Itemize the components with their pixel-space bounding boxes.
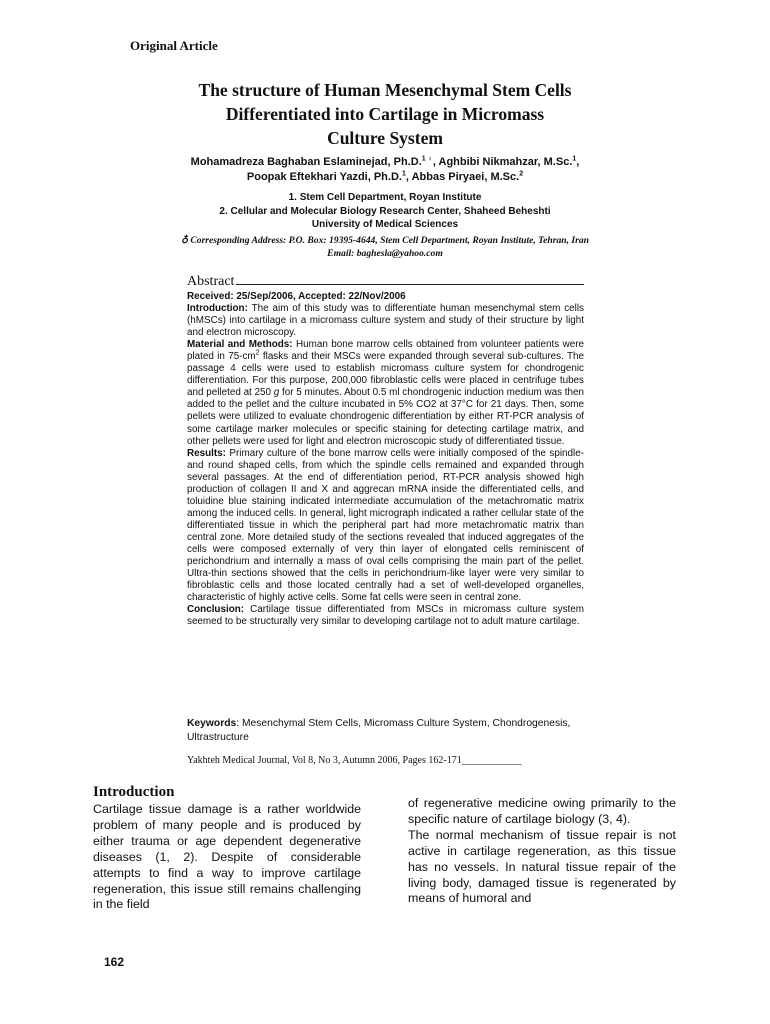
section-label: Conclusion:	[187, 604, 245, 616]
abstract-body	[187, 291, 584, 628]
abstract-methods	[187, 339, 584, 447]
section-text: Human bone marrow cells obtained from volunteer patients were plated in 75-cm	[187, 339, 585, 363]
abstract-rule	[187, 284, 584, 285]
author-name: , Abbas Piryaei, M.Sc.	[405, 171, 520, 183]
title-line: Culture System	[327, 128, 443, 148]
journal-reference: Yakhteh Medical Journal, Vol 8, No 3, Autumn 2006, Pages 162-171____________	[187, 755, 522, 766]
keywords	[187, 717, 584, 744]
paper-title	[60, 78, 710, 150]
corresponding-email: Email: baghesla@yahoo.com	[327, 248, 443, 259]
author-name: Poopak Eftekhari Yazdi, Ph.D.	[246, 171, 402, 183]
article-type-label: Original Article	[130, 38, 218, 53]
abstract-received-dates: Received: 25/Sep/2006, Accepted: 22/Nov/2006	[187, 291, 406, 302]
page-number: 162	[104, 955, 125, 969]
corresponding-address-line: ♁ Corresponding Address: P.O. Box: 19395-4644, Stem Cell Department, Royan Institute, Tehran, Iran	[180, 235, 590, 246]
keywords-label: Keywords	[187, 718, 237, 729]
author-affil-mark: 2	[519, 170, 524, 178]
author-affil-mark: 1 ♁	[421, 155, 433, 163]
abstract-introduction	[187, 303, 584, 339]
section-text: The aim of this study was to differentiate human mesenchymal stem cells (hMSCs) into cartilage in a micromass culture system and study of their structure by light and electron microscopy.	[187, 303, 584, 339]
abstract-heading-label: Abstract	[187, 274, 235, 289]
paragraph: The normal mechanism of tissue repair is not active in cartilage regeneration, as this tissue has no vessels. In natural tissue repair of the living body, damaged tissue is regenerated by means of humoral and	[408, 827, 676, 906]
keywords-text: : Mesenchymal Stem Cells, Micromass Culture System, Chondrogenesis, Ultrastructure	[187, 718, 571, 743]
paragraph: of regenerative medicine owing primarily to the specific nature of cartilage biology (3, 4).	[408, 796, 676, 826]
corresponding-address	[110, 234, 660, 260]
author-separator: ,	[576, 156, 580, 168]
paragraph: Cartilage tissue damage is a rather worldwide problem of many people and is produced by either trauma or age dependent degenerative diseases (1, 2). Despite of considerable attempts to find a way to improve cartilage regeneration, this issue still remains challenging in the field	[93, 802, 361, 912]
section-text: for 5 minutes. About 0.5 ml chondrogenic induction medium was then added to the pellet and the culture incubated in 5% CO2 at 37°C for 21 days. Then, some pellets were utilized to evaluate chondrogenic differentiation by either RT-PCR analysis of some cartilage marker molecules or specific staining for detecting cartilage matrix, and other pellets were used for light and electron microscopic study of differentiated tissue.	[187, 387, 584, 447]
title-line: Differentiated into Cartilage in Micromass	[225, 104, 545, 124]
section-label: Results:	[187, 447, 226, 459]
abstract-conclusion	[187, 604, 584, 628]
title-line: The structure of Human Mesenchymal Stem Cells	[198, 80, 572, 100]
body-column-left	[93, 802, 361, 913]
author-name: , Aghbibi Nikmahzar, M.Sc.	[432, 156, 573, 168]
abstract-heading	[187, 272, 584, 290]
superscript: 2	[255, 349, 260, 357]
introduction-heading: Introduction	[93, 784, 175, 800]
author-affil-mark: 1	[401, 170, 406, 178]
author-list	[60, 155, 710, 185]
abstract-results	[187, 448, 584, 605]
italic-unit: g	[273, 387, 280, 399]
affiliation: University of Medical Sciences	[311, 219, 459, 230]
section-label: Material and Methods:	[187, 339, 293, 351]
body-column-right	[408, 796, 676, 907]
author-name: Mohamadreza Baghaban Eslaminejad, Ph.D.	[190, 156, 422, 168]
section-text: flasks and their MSCs were expanded through several sub-cultures. The passage 4 cells were used to establish micromass culture system for chondrogenic differentiation. For this purpose, 200,000 fibroblastic cells were placed in centrifuge tubes and pelleted at 250	[187, 351, 584, 399]
affiliations	[60, 191, 710, 232]
section-text: Cartilage tissue differentiated from MSCs in micromass culture system seemed to be structurally very similar to developing cartilage not to adult mature cartilage.	[187, 604, 584, 628]
author-affil-mark: 1	[572, 155, 577, 163]
section-text: Primary culture of the bone marrow cells were initially composed of the spindle- and round shaped cells, from which the spindle cells remained and expanded through several passages. At the end of differentiation period, RT-PCR analysis showed high production of collagen II and X and aggrecan mRNA inside the differentiated cells, and toluidine blue staining indicated intermediate accumulation of the metachromatic matrix among the induced cells. In general, light micrograph indicated a rather cellular state of the differentiated tissue in which the peripheral part had more metachromatic matrix than central zone. More detailed study of the sections revealed that induced aggregates of the cells were composed externally of very thin layer of elongated cells reminiscent of perichondrium and internally a mass of oval cells comprising the main part of the pellet. Ultra-thin sections showed that the cells in perichondrium-like layer were very similar to fibroblastic cells and those located centrally had a set of well-developed organelles, characteristic of highly active cells. Some fat cells were seen in central zone.	[187, 447, 584, 604]
section-label: Introduction:	[187, 303, 248, 315]
affiliation: 1. Stem Cell Department, Royan Institute	[288, 192, 482, 203]
affiliation: 2. Cellular and Molecular Biology Research Center, Shaheed Beheshti	[219, 205, 551, 217]
